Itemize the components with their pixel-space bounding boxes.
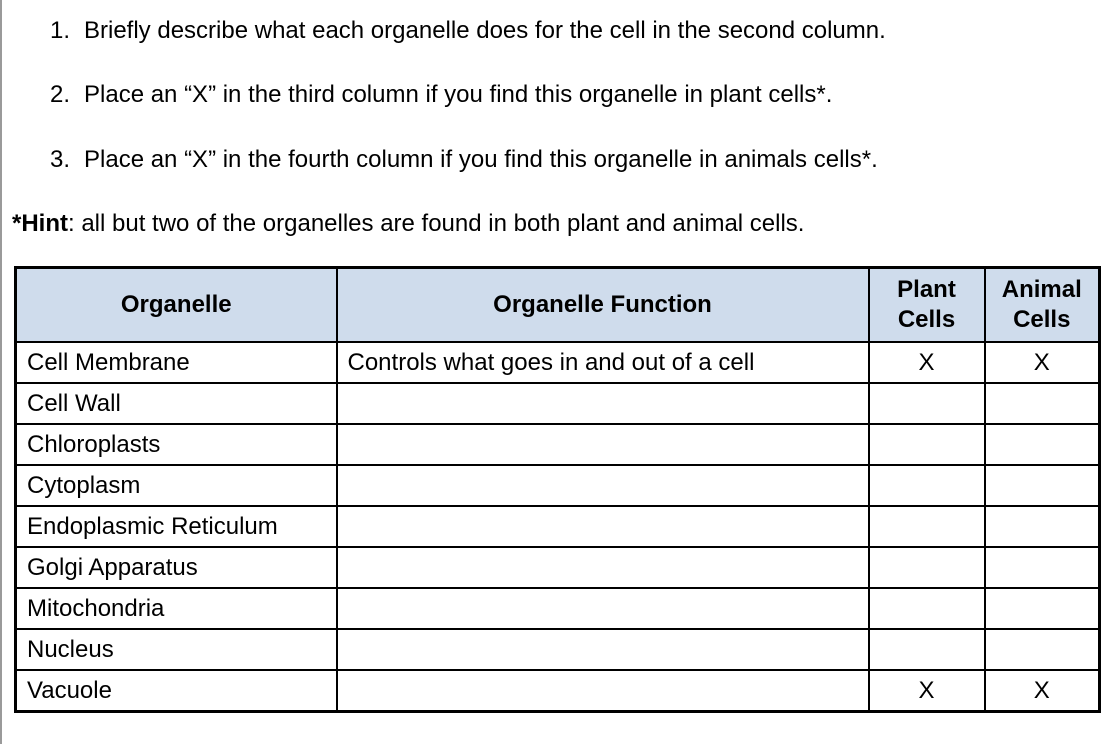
instruction-3-number: 3. xyxy=(50,146,71,173)
instruction-1-text: Briefly describe what each organelle does for the cell in the second column. xyxy=(84,17,886,44)
table-row xyxy=(16,342,1100,383)
table-row xyxy=(16,465,1100,506)
plant-cells-mark[interactable] xyxy=(869,424,985,465)
instruction-3-text: Place an “X” in the fourth column if you find this organelle in animals cells*. xyxy=(84,146,878,173)
table-row xyxy=(16,670,1100,712)
organelle-function-cell[interactable] xyxy=(337,588,869,629)
plant-cells-mark[interactable] xyxy=(869,629,985,670)
table-row xyxy=(16,547,1100,588)
instruction-1-number: 1. xyxy=(50,17,71,44)
organelle-function-cell[interactable] xyxy=(337,547,869,588)
animal-cells-mark[interactable] xyxy=(985,629,1100,670)
table-header-row xyxy=(16,268,1100,343)
page-left-border xyxy=(0,0,2,744)
organelle-function-cell[interactable] xyxy=(337,383,869,424)
header-animal-line1: Animal xyxy=(1001,276,1082,303)
plant-cells-mark[interactable] xyxy=(869,547,985,588)
instruction-2-text: Place an “X” in the third column if you find this organelle in plant cells*. xyxy=(84,81,833,108)
plant-cells-mark[interactable] xyxy=(869,383,985,424)
plant-cells-mark[interactable]: X xyxy=(869,342,985,383)
plant-cells-mark[interactable] xyxy=(869,588,985,629)
table-row xyxy=(16,629,1100,670)
organelle-name-cell: Cytoplasm xyxy=(16,465,337,506)
table-row xyxy=(16,506,1100,547)
header-plant-cells xyxy=(869,268,985,343)
header-animal-line2: Cells xyxy=(1013,306,1071,333)
organelle-name-cell: Golgi Apparatus xyxy=(16,547,337,588)
instruction-3 xyxy=(50,146,878,174)
plant-cells-mark[interactable]: X xyxy=(869,670,985,712)
organelle-name-cell: Endoplasmic Reticulum xyxy=(16,506,337,547)
organelle-name-cell: Chloroplasts xyxy=(16,424,337,465)
hint-label: *Hint xyxy=(12,210,68,237)
plant-cells-mark[interactable] xyxy=(869,506,985,547)
table-row xyxy=(16,424,1100,465)
organelle-function-cell[interactable] xyxy=(337,506,869,547)
organelle-name-cell: Vacuole xyxy=(16,670,337,712)
table-row xyxy=(16,383,1100,424)
hint-line xyxy=(12,210,804,238)
instruction-2-number: 2. xyxy=(50,81,71,108)
instruction-2 xyxy=(50,81,832,109)
animal-cells-mark[interactable] xyxy=(985,424,1100,465)
table-row xyxy=(16,588,1100,629)
animal-cells-mark[interactable] xyxy=(985,383,1100,424)
animal-cells-mark[interactable]: X xyxy=(985,670,1100,712)
animal-cells-mark[interactable] xyxy=(985,465,1100,506)
organelle-name-cell: Mitochondria xyxy=(16,588,337,629)
organelle-function-cell[interactable] xyxy=(337,670,869,712)
organelle-function-cell[interactable] xyxy=(337,629,869,670)
organelle-table xyxy=(14,266,1101,713)
organelle-name-cell: Nucleus xyxy=(16,629,337,670)
organelle-name-cell: Cell Wall xyxy=(16,383,337,424)
organelle-name-cell: Cell Membrane xyxy=(16,342,337,383)
organelle-function-cell[interactable] xyxy=(337,465,869,506)
animal-cells-mark[interactable] xyxy=(985,547,1100,588)
header-animal-cells xyxy=(985,268,1100,343)
animal-cells-mark[interactable] xyxy=(985,506,1100,547)
plant-cells-mark[interactable] xyxy=(869,465,985,506)
organelle-function-cell[interactable]: Controls what goes in and out of a cell xyxy=(337,342,869,383)
header-plant-line1: Plant xyxy=(897,276,956,303)
organelle-function-cell[interactable] xyxy=(337,424,869,465)
hint-text: : all but two of the organelles are found in both plant and animal cells. xyxy=(68,210,805,237)
header-organelle: Organelle xyxy=(16,268,337,343)
header-plant-line2: Cells xyxy=(897,306,956,333)
header-organelle-function: Organelle Function xyxy=(337,268,869,343)
instruction-1 xyxy=(50,17,886,45)
animal-cells-mark[interactable]: X xyxy=(985,342,1100,383)
animal-cells-mark[interactable] xyxy=(985,588,1100,629)
